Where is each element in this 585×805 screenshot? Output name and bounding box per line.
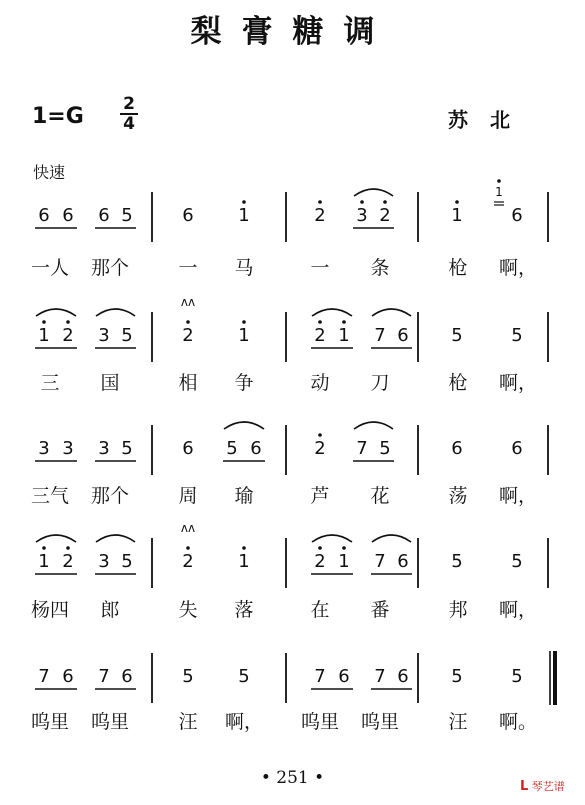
note: 5 — [121, 325, 133, 346]
high-octave-dot — [242, 200, 246, 204]
tempo-marking: 快速 — [33, 163, 66, 182]
tie-arc — [372, 535, 411, 542]
note: 5 — [379, 438, 391, 459]
lyric-syllable: 啊， — [498, 599, 538, 621]
note: 7 — [38, 666, 50, 687]
note: 6 — [62, 205, 74, 226]
lyric-syllable: 啊， — [224, 711, 264, 733]
note: 6 — [62, 666, 74, 687]
note: 3 — [98, 438, 110, 459]
lyric-syllable: 枪 — [448, 372, 468, 394]
lyric-syllable: 国 — [100, 372, 120, 394]
note: 2 — [314, 551, 326, 572]
lyric-syllable: 呜里 — [30, 711, 70, 733]
note: 6 — [397, 666, 409, 687]
note: 5 — [511, 666, 523, 687]
note: 1 — [238, 205, 250, 226]
note: 2 — [314, 205, 326, 226]
high-octave-dot — [318, 200, 322, 204]
lyric-syllable: 郎 — [100, 599, 120, 621]
high-octave-dot — [360, 200, 364, 204]
note: 7 — [314, 666, 326, 687]
note: 6 — [397, 551, 409, 572]
note: 2 — [182, 325, 194, 346]
note: 7 — [374, 551, 386, 572]
lyric-syllable: 芦 — [310, 485, 330, 507]
lyric-syllable: 三气 — [30, 485, 70, 507]
lyric-syllable: 那个 — [90, 485, 130, 507]
note: 6 — [182, 438, 194, 459]
page-number: • 251 • — [260, 768, 325, 788]
note: 7 — [374, 325, 386, 346]
note: 5 — [451, 325, 463, 346]
note: 1 — [338, 325, 350, 346]
lyric-syllable: 荡 — [448, 485, 468, 507]
grace-note: 1 — [495, 185, 503, 199]
note: 7 — [98, 666, 110, 687]
note: 2 — [62, 551, 74, 572]
note: 6 — [451, 438, 463, 459]
note: 2 — [62, 325, 74, 346]
note: 3 — [62, 438, 74, 459]
note: 6 — [511, 438, 523, 459]
watermark — [520, 778, 565, 794]
lyric-syllable: 瑜 — [234, 485, 254, 507]
high-octave-dot — [242, 546, 246, 550]
tie-arc — [224, 422, 264, 429]
note: 1 — [338, 551, 350, 572]
note: 5 — [121, 551, 133, 572]
ornament-mordent-icon: ʌʌ — [180, 295, 196, 309]
watermark-text: 琴艺谱 — [531, 780, 565, 793]
high-octave-dot — [66, 320, 70, 324]
note: 2 — [314, 438, 326, 459]
lyric-syllable: 杨四 — [30, 599, 70, 621]
note: 6 — [511, 205, 523, 226]
watermark-logo-icon: L — [520, 779, 529, 794]
note: 3 — [98, 551, 110, 572]
lyric-syllable: 三 — [40, 372, 60, 394]
tie-arc — [36, 535, 76, 542]
lyric-syllable: 呜里 — [300, 711, 340, 733]
high-octave-dot — [342, 546, 346, 550]
note: 5 — [511, 551, 523, 572]
lyric-syllable: 枪 — [448, 257, 468, 279]
lyric-syllable: 啊， — [498, 485, 538, 507]
high-octave-dot — [42, 546, 46, 550]
lyric-syllable: 在 — [310, 599, 330, 621]
high-octave-dot — [383, 200, 387, 204]
note: 6 — [98, 205, 110, 226]
tie-arc — [354, 422, 393, 429]
lyric-syllable: 呜里 — [90, 711, 130, 733]
high-octave-dot — [66, 546, 70, 550]
note: 1 — [38, 551, 50, 572]
note: 5 — [182, 666, 194, 687]
tie-arc — [36, 309, 76, 316]
lyric-syllable: 失 — [178, 599, 198, 621]
lyric-syllable: 一 — [178, 257, 198, 279]
tie-arc — [312, 535, 352, 542]
region-label: 苏北 — [448, 108, 532, 132]
note: 5 — [121, 438, 133, 459]
lyric-syllable: 啊。 — [498, 711, 538, 733]
high-octave-dot — [318, 320, 322, 324]
note: 3 — [98, 325, 110, 346]
time-signature-denominator: 4 — [123, 114, 135, 134]
high-octave-dot — [318, 546, 322, 550]
note: 5 — [226, 438, 238, 459]
lyric-syllable: 啊， — [498, 257, 538, 279]
high-octave-dot — [42, 320, 46, 324]
tie-arc — [96, 309, 135, 316]
lyric-syllable: 一 — [310, 257, 330, 279]
lyric-syllable: 相 — [178, 372, 198, 394]
key-signature: 1=G — [32, 104, 84, 129]
lyric-syllable: 花 — [370, 485, 390, 507]
lyric-syllable: 周 — [178, 485, 198, 507]
lyric-syllable: 落 — [234, 599, 254, 621]
high-octave-dot — [242, 320, 246, 324]
note: 1 — [238, 551, 250, 572]
ornament-mordent-icon: ʌʌ — [180, 521, 196, 535]
lyric-syllable: 条 — [370, 257, 390, 279]
note: 2 — [314, 325, 326, 346]
lyric-syllable: 那个 — [90, 257, 130, 279]
lyric-syllable: 动 — [310, 372, 330, 394]
note: 1 — [38, 325, 50, 346]
note: 2 — [379, 205, 391, 226]
lyric-syllable: 马 — [234, 257, 254, 279]
note: 6 — [250, 438, 262, 459]
time-signature-numerator: 2 — [123, 94, 135, 114]
tie-arc — [96, 535, 135, 542]
lyric-syllable: 争 — [234, 372, 254, 394]
note: 5 — [121, 205, 133, 226]
lyric-syllable: 刀 — [370, 372, 390, 394]
song-title: 梨膏糖调 — [190, 14, 395, 50]
note: 2 — [182, 551, 194, 572]
lyric-syllable: 汪 — [448, 711, 468, 733]
lyric-syllable: 汪 — [178, 711, 198, 733]
lyric-syllable: 邦 — [448, 599, 468, 621]
note: 6 — [338, 666, 350, 687]
note: 7 — [356, 438, 368, 459]
high-octave-dot — [186, 546, 190, 550]
note: 6 — [121, 666, 133, 687]
high-octave-dot — [455, 200, 459, 204]
note: 5 — [451, 551, 463, 572]
note: 6 — [397, 325, 409, 346]
note: 1 — [451, 205, 463, 226]
note: 6 — [182, 205, 194, 226]
note: 5 — [511, 325, 523, 346]
note: 7 — [374, 666, 386, 687]
tie-arc — [354, 189, 393, 196]
note: 5 — [238, 666, 250, 687]
high-octave-dot — [318, 433, 322, 437]
high-octave-dot — [342, 320, 346, 324]
note: 1 — [238, 325, 250, 346]
note: 3 — [356, 205, 368, 226]
tie-arc — [372, 309, 411, 316]
note: 5 — [451, 666, 463, 687]
high-octave-dot — [186, 320, 190, 324]
note: 6 — [38, 205, 50, 226]
lyric-syllable: 番 — [370, 599, 390, 621]
note: 3 — [38, 438, 50, 459]
lyric-syllable: 一人 — [30, 257, 70, 279]
tie-arc — [312, 309, 352, 316]
lyric-syllable: 呜里 — [360, 711, 400, 733]
lyric-syllable: 啊， — [498, 372, 538, 394]
